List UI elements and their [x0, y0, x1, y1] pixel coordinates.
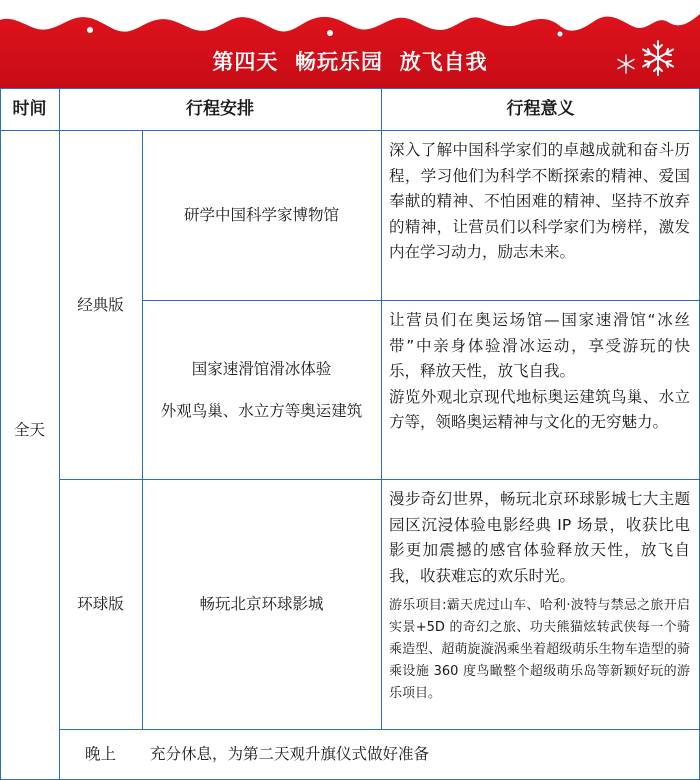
day-label: 全天 — [13, 421, 45, 439]
evening-label: 晚上 — [84, 745, 116, 763]
header-arrangement: 行程安排 — [186, 99, 254, 119]
meaning-skating — [381, 300, 700, 479]
meaning-museum — [381, 130, 700, 300]
header-banner — [0, 0, 700, 88]
activity-universal: 畅玩北京环球影城 — [199, 595, 324, 613]
meaning-universal-text: 漫步奇幻世界，畅玩北京环球影城七大主题园区沉浸体验电影经典 IP 场景，收获比电影更加震撼的感官体验释放天性，放飞自我，收获难忘的欢乐时光。 — [389, 490, 690, 585]
snow-decoration — [0, 0, 700, 40]
meaning-skating-a: 让营员们在奥运场馆—国家速滑馆“冰丝带”中亲身体验滑冰运动，享受游玩的快乐，释放天性，放飞自我。 — [389, 311, 690, 380]
activity-skating-a: 国家速滑馆滑冰体验 — [191, 359, 332, 378]
header-meaning: 行程意义 — [506, 99, 575, 119]
universal-items-text: 游乐项目:霸天虎过山车、哈利·波特与禁忌之旅开启实景+5D 的奇幻之旅、功夫熊猫炫转武侠每一个骑乘造型、超萌旋漩涡乘坐着超级萌乐生物车造型的骑乘设施 360 度鸟瞰整个超级萌乐岛等新颖好玩的游乐项目。 — [389, 598, 690, 701]
universal-version-label: 环球版 — [77, 595, 124, 613]
activity-museum: 研学中国科学家博物馆 — [183, 206, 339, 224]
meaning-skating-b: 游览外观北京现代地标奥运建筑鸟巢、水立方等，领略奥运精神与文化的无穷魅力。 — [389, 387, 690, 431]
activity-skating — [142, 300, 381, 479]
classic-version-label: 经典版 — [77, 296, 124, 314]
header-time: 时间 — [12, 99, 47, 119]
page-title: 第四天 畅玩乐园 放飞自我 — [212, 50, 488, 74]
itinerary-table — [0, 88, 700, 780]
evening-text: 充分休息，为第二天观升旗仪式做好准备 — [150, 745, 430, 763]
activity-skating-b: 外观鸟巢、水立方等奥运建筑 — [160, 401, 363, 420]
meaning-museum-text: 深入了解中国科学家们的卓越成就和奋斗历程，学习他们为科学不断探索的精神、爱国奉献的精神、不怕困难的精神、坚持不放弃的精神，让营员们以科学家们为榜样，激发内在学习动力，励志未来。 — [389, 141, 690, 261]
meaning-universal — [381, 479, 700, 729]
snowflake-icon — [612, 36, 682, 82]
